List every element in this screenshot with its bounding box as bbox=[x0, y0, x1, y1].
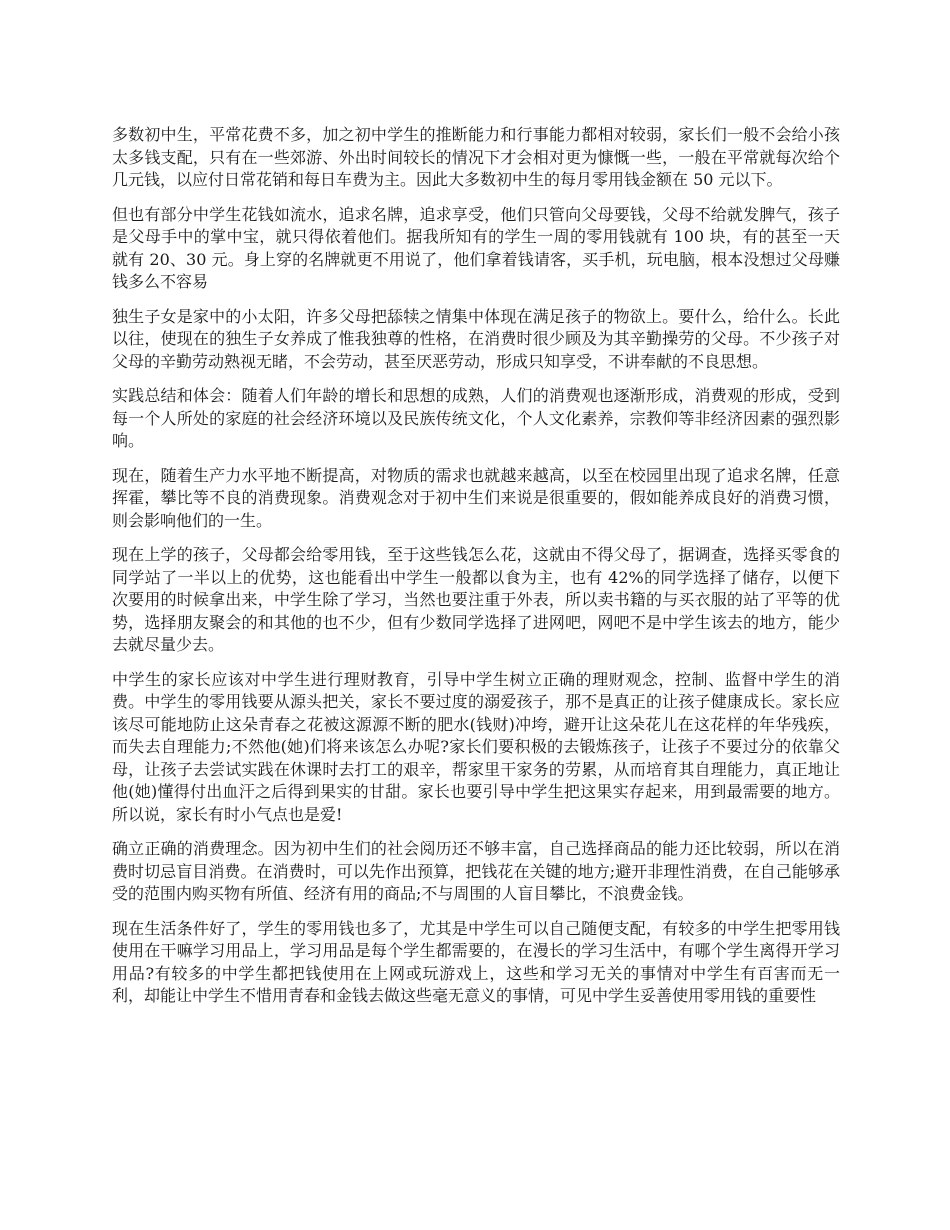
paragraph-6: 现在上学的孩子，父母都会给零用钱，至于这些钱怎么花，这就由不得父母了，据调查，选择买零食的同学站了一半以上的优势，这也能看出中学生一般都以食为主，也有 42%的同学选择了储存，以便下次要用的时候拿出来，中学生除了学习，当然也要注重于外表，所以卖书籍的与买衣服的站了平等的优势，选择朋友聚会的和其他的也不少，但有少数同学选择了进网吧，网吧不是中学生该去的地方，能少去就尽量少去。 bbox=[112, 545, 840, 654]
paragraph-4: 实践总结和体会：随着人们年龄的增长和思想的成熟，人们的消费观也逐渐形成，消费观的形成，受到每一个人所处的家庭的社会经济环境以及民族传统文化，个人文化素养，宗教仰等非经济因素的强烈影响。 bbox=[112, 386, 840, 450]
paragraph-9: 现在生活条件好了，学生的零用钱也多了，尤其是中学生可以自己随便支配，有较多的中学生把零用钱使用在干嘛学习用品上，学习用品是每个学生都需要的，在漫长的学习生活中，有哪个学生离得开学习用品?有较多的中学生都把钱使用在上网或玩游戏上，这些和学习无关的事情对中学生有百害而无一利，却能让中学生不惜用青春和金钱去做这些毫无意义的事情，可见中学生妥善使用零用钱的重要性 bbox=[112, 918, 840, 1005]
paragraph-7: 中学生的家长应该对中学生进行理财教育，引导中学生树立正确的理财观念，控制、监督中学生的消费。中学生的零用钱要从源头把关，家长不要过度的溺爱孩子，那不是真正的让孩子健康成长。家长应该尽可能地防止这朵青春之花被这源源不断的肥水(钱财)冲垮，避开让这朵花儿在这花样的年华残疾，而失去自理能力;不然他(她)们将来该怎么办呢?家长们要积极的去锻炼孩子，让孩子不要过分的依靠父母，让孩子去尝试实践在休课时去打工的艰辛，帮家里干家务的劳累，从而培育其自理能力，真正地让他(她)懂得付出血汗之后得到果实的甘甜。家长也要引导中学生把这果实存起来，用到最需要的地方。所以说，家长有时小气点也是爱! bbox=[112, 669, 840, 824]
paragraph-2: 但也有部分中学生花钱如流水，追求名牌，追求享受，他们只管向父母要钱，父母不给就发脾气，孩子是父母手中的掌中宝，就只得依着他们。据我所知有的学生一周的零用钱就有 100 块，有的甚至一天就有 20、30 元。身上穿的名牌就更不用说了，他们拿着钱请客，买手机，玩电脑，根本没想过父母赚钱多么不容易 bbox=[112, 204, 840, 291]
paragraph-1: 多数初中生，平常花费不多，加之初中学生的推断能力和行事能力都相对较弱，家长们一般不会给小孩太多钱支配，只有在一些郊游、外出时间较长的情况下才会相对更为慷慨一些，一般在平常就每次给个几元钱，以应付日常花销和每日车费为主。因此大多数初中生的每月零用钱金额在 50 元以下。 bbox=[112, 125, 840, 189]
paragraph-5: 现在，随着生产力水平地不断提高，对物质的需求也就越来越高，以至在校园里出现了追求名牌，任意挥霍，攀比等不良的消费现象。消费观念对于初中生们来说是很重要的，假如能养成良好的消费习惯，则会影响他们的一生。 bbox=[112, 465, 840, 530]
document-body bbox=[112, 124, 840, 1020]
paragraph-8: 确立正确的消费理念。因为初中生们的社会阅历还不够丰富，自己选择商品的能力还比较弱，所以在消费时切忌盲目消费。在消费时，可以先作出预算，把钱花在关键的地方;避开非理性消费，在自己能够承受的范围内购买物有所值、经济有用的商品;不与周围的人盲目攀比，不浪费金钱。 bbox=[112, 839, 840, 903]
paragraph-3: 独生子女是家中的小太阳，许多父母把舔犊之情集中体现在满足孩子的物欲上。要什么，给什么。长此以往，使现在的独生子女养成了惟我独尊的性格，在消费时很少顾及为其辛勤操劳的父母。不少孩子对父母的辛勤劳动熟视无睹，不会劳动，甚至厌恶劳动，形成只知享受，不讲奉献的不良思想。 bbox=[112, 306, 840, 371]
